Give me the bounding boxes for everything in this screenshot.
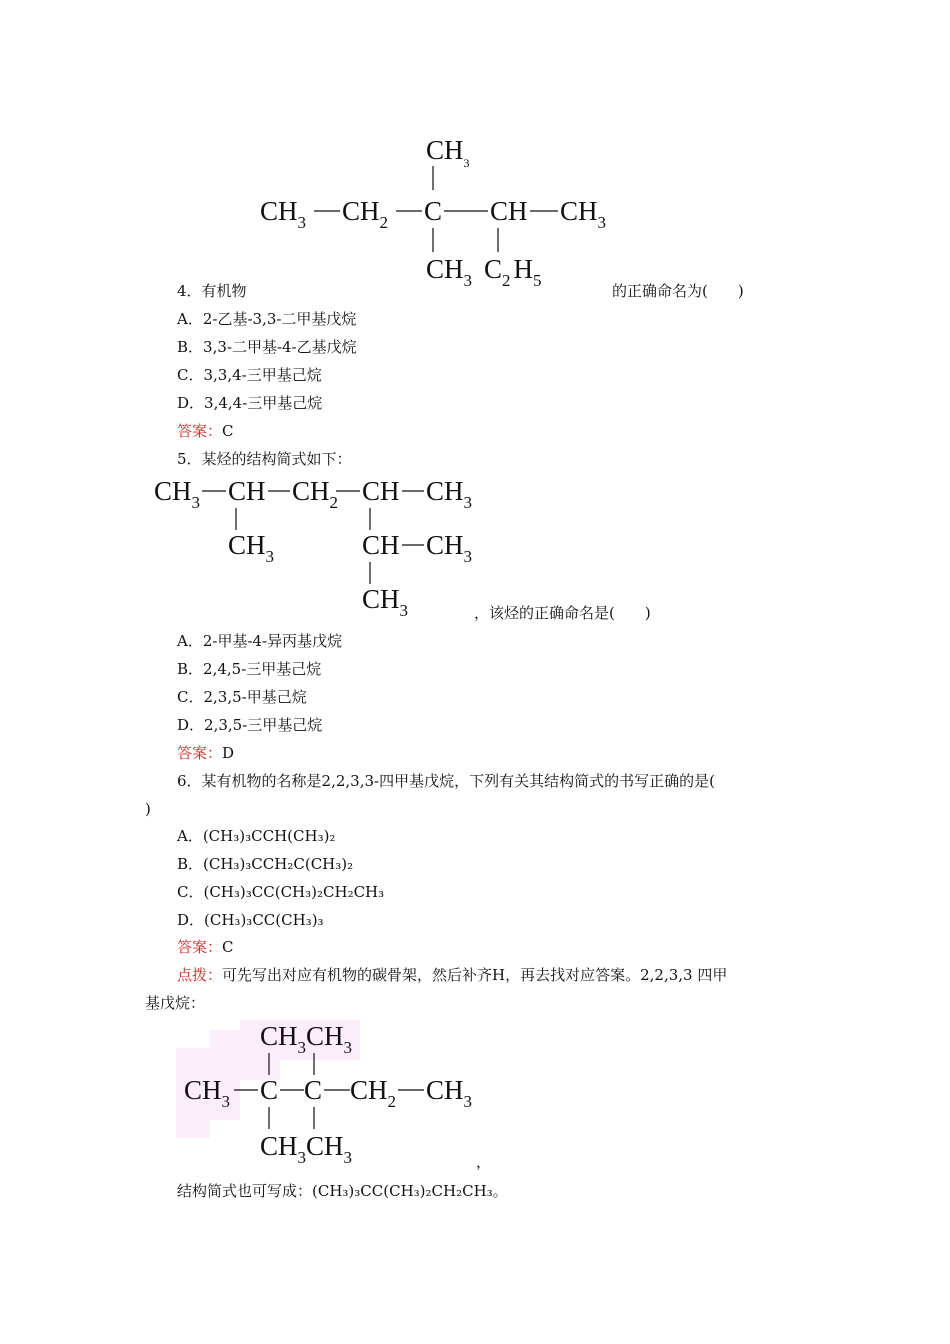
q4-c2h5: C: [484, 254, 503, 284]
svg-text:CH3CH3: $CH_3CH_3$: [260, 1131, 353, 1165]
q6-hint-line2: 基戊烷：: [145, 994, 206, 1012]
q5-stem-suffix: ，该烃的正确命名是( ): [474, 604, 651, 622]
svg-text:CH: CH: [362, 476, 400, 506]
answer-label: 答案：: [177, 422, 223, 440]
q4-ch3-left: CH: [260, 196, 298, 226]
answer-label: 答案：: [177, 938, 223, 956]
svg-text:CH: CH: [362, 530, 400, 560]
svg-text:CH3: $CH_3$: [260, 196, 307, 232]
q6-option-a: A．(CH₃)₃CCH(CH₃)₂: [177, 827, 336, 845]
hint-label: 点拨：: [177, 966, 223, 984]
q6-answer: 答案：C: [177, 938, 234, 956]
q5-option-a: A．2-甲基-4-异丙基戊烷: [177, 632, 343, 650]
svg-text:C: C: [304, 1075, 323, 1105]
svg-text:C: C: [260, 1075, 279, 1105]
svg-text:CH3: $CH_3$: [228, 530, 275, 566]
svg-text:C2H5: $C_2$ $H_5$: [484, 254, 542, 290]
q6-option-b: B．(CH₃)₃CCH₂C(CH₃)₂: [177, 855, 354, 873]
svg-text:CH2: $CH_2$: [292, 476, 339, 512]
svg-text:CH2: $CH_2$: [350, 1075, 397, 1111]
q4-top-ch3: CH: [426, 135, 464, 165]
q5-structure-formula: [150, 470, 490, 620]
svg-text:CH3: $CH_3$: [362, 584, 409, 620]
q4-quaternary-c: C: [424, 196, 443, 226]
svg-text:CH: CH: [228, 476, 266, 506]
q4-ch3-right: CH: [560, 196, 598, 226]
q6-comma: ，: [476, 1153, 492, 1171]
q4-ch: CH: [490, 196, 528, 226]
q5-option-b: B．2,4,5-三甲基己烷: [177, 660, 322, 678]
svg-text:CH2: $CH_2$: [342, 196, 389, 232]
q4-answer: 答案：C: [177, 422, 234, 440]
svg-text:CH3: $CH_3$: [560, 196, 607, 232]
q4-option-d: D．3,4,4-三甲基己烷: [177, 394, 323, 412]
q5-option-c: C．2,3,5-甲基己烷: [177, 688, 307, 706]
q6-option-c: C．(CH₃)₃CC(CH₃)₂CH₂CH₃: [177, 883, 385, 901]
q4-option-a: A．2-乙基-3,3-二甲基戊烷: [177, 310, 357, 328]
svg-text:CH3: $CH_3$: [154, 476, 201, 512]
svg-text:CH3: $CH_3$: [426, 476, 473, 512]
q5-answer: 答案：D: [177, 744, 235, 762]
q4-ch2: CH: [342, 196, 380, 226]
q6-stem-line2: ): [145, 800, 151, 818]
q6-structure-formula: [180, 1015, 500, 1165]
q4-option-b: B．3,3-二甲基-4-乙基戊烷: [177, 338, 357, 356]
q6-hint-line1: 点拨：可先写出对应有机物的碳骨架，然后补齐H，再去找对应答案。2,2,3,3 四甲: [177, 966, 728, 984]
svg-text:CH3: $CH_3$: [184, 1075, 231, 1111]
q4-bottom-ch3: CH: [426, 254, 464, 284]
svg-text:CH3: $CH_3$: [426, 254, 473, 290]
q5-option-d: D．2,3,5-三甲基己烷: [177, 716, 323, 734]
q6-option-d: D．(CH₃)₃CC(CH₃)₃: [177, 911, 324, 929]
q4-option-c: C．3,3,4-三甲基己烷: [177, 366, 322, 384]
q6-final-line: 结构简式也可写成：(CH₃)₃CC(CH₃)₂CH₂CH₃。: [177, 1182, 508, 1200]
svg-text:CH3: $CH_3$: [426, 530, 473, 566]
svg-text:CH3CH3: $CH_3CH_3$: [260, 1021, 353, 1057]
q4-stem-suffix: 的正确命名为( ): [612, 282, 744, 300]
answer-label: 答案：: [177, 744, 223, 762]
q4-structure-formula: [250, 128, 630, 290]
q6-stem-line1: 6．某有机物的名称是2,2,3,3-四甲基戊烷，下列有关其结构简式的书写正确的是(: [177, 772, 715, 790]
svg-text:CH3: $CH_3$: [426, 1075, 473, 1111]
q5-stem: 5．某烃的结构简式如下：: [177, 450, 352, 468]
svg-text:CH3: $CH_3$: [426, 135, 470, 170]
q4-stem: 4．有机物: [177, 282, 247, 300]
